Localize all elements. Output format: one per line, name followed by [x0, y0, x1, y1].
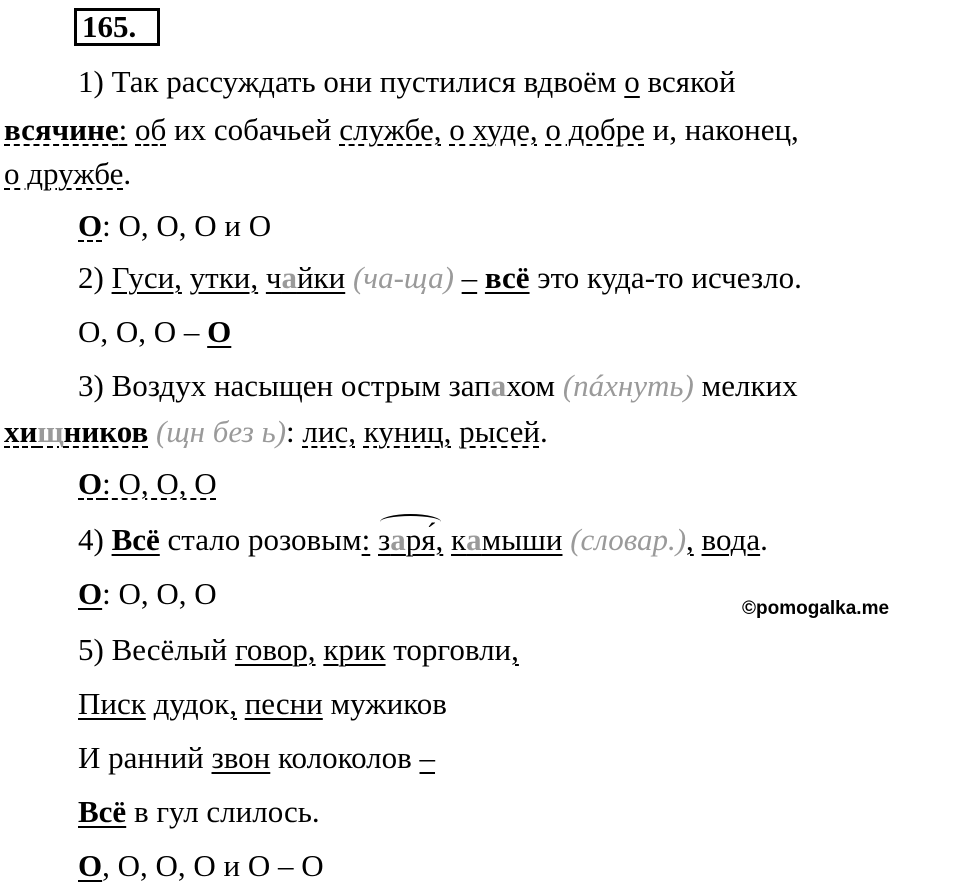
- scheme-2: О, О, О – О: [78, 314, 232, 349]
- sentence-2: 2) Гуси, утки, чайки (ча-ща) – всё это куда-то исчезло.: [78, 260, 802, 295]
- scheme-4: О: О, О, О: [78, 576, 217, 611]
- exercise-number: 165.: [74, 8, 160, 46]
- sentence-1-line-3: о дружбе.: [4, 156, 132, 191]
- site-credit: ©pomogalka.me: [742, 598, 890, 619]
- sentence-3-line-1: 3) Воздух насыщен острым запахом (пáхнуть) мелких: [78, 368, 798, 403]
- sentence-1-line-1: 1) Так рассуждать они пустилися вдвоём о всякой: [78, 64, 736, 99]
- sentence-4: 4) Всё стало розовым: заря́, камыши (словар.), вода.: [78, 520, 768, 560]
- sentence-1-line-2: всячине: об их собачьей службе, о худе, о добре и, наконец,: [4, 112, 799, 147]
- scheme-1: О: О, О, О и О: [78, 208, 272, 243]
- scheme-3: О: О, О, О: [78, 466, 217, 501]
- sentence-5-line-4: Всё в гул слилось.: [78, 794, 320, 829]
- sentence-3-line-2: хищников (щн без ь): лис, куниц, рысей.: [4, 414, 548, 449]
- sentence-5-line-3: И ранний звон колоколов –: [78, 740, 436, 775]
- sentence-5-line-1: 5) Весёлый говор, крик торговли,: [78, 632, 519, 667]
- sentence-5-line-2: Писк дудок, песни мужиков: [78, 686, 447, 721]
- scheme-5: О, О, О, О и О – О: [78, 848, 324, 883]
